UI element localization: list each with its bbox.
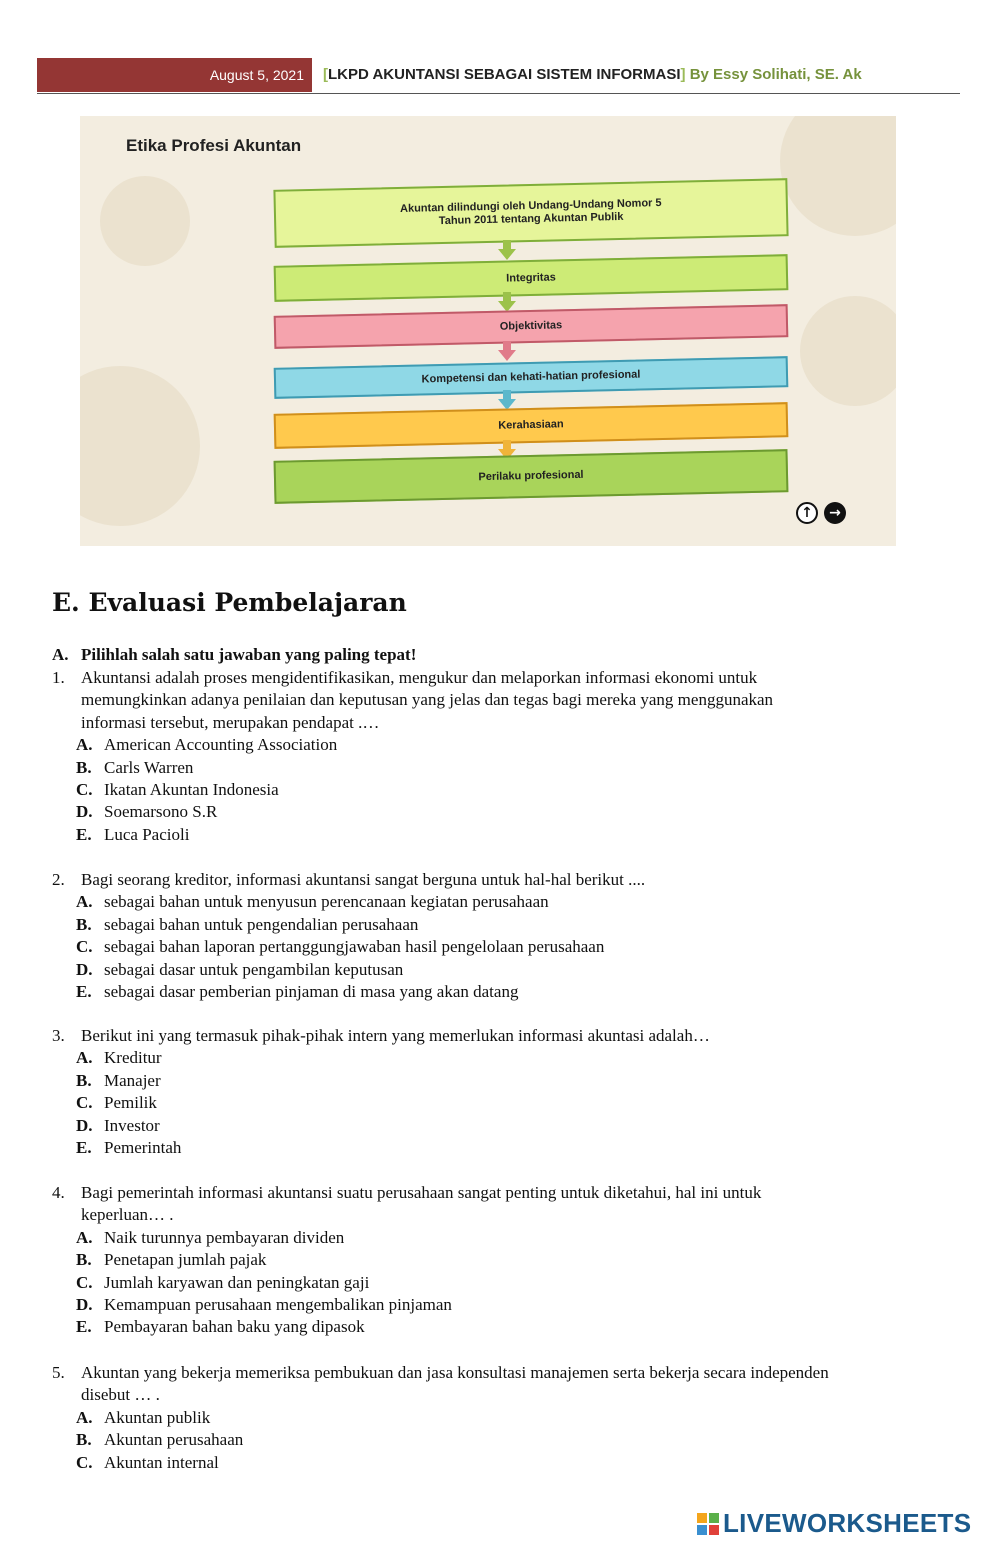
answer-option[interactable]: [76, 891, 952, 913]
answer-option[interactable]: [76, 1452, 952, 1474]
option-text: Kreditur: [104, 1048, 162, 1068]
decor-circle: [780, 116, 896, 236]
option-text: Luca Pacioli: [104, 824, 190, 844]
answer-option[interactable]: [76, 1115, 952, 1137]
option-label: C.: [76, 937, 93, 957]
option-label: B.: [76, 914, 92, 934]
option-text: Pemerintah: [104, 1138, 182, 1158]
instruction-text: Pilihlah salah satu jawaban yang paling tepat!: [81, 645, 417, 664]
question-stem-line: Akuntansi adalah proses mengidentifikasikan, mengukur dan melaporkan informasi ekonomi untuk: [81, 668, 758, 687]
option-text: sebagai dasar pemberian pinjaman di masa yang akan datang: [104, 982, 519, 1002]
answer-option[interactable]: [76, 981, 952, 1003]
question-2: [52, 869, 952, 1003]
down-arrow-icon: [498, 292, 516, 312]
option-text: sebagai bahan untuk menyusun perencanaan kegiatan perusahaan: [104, 892, 549, 912]
option-text: Pembayaran bahan baku yang dipasok: [104, 1317, 365, 1337]
option-text: Akuntan publik: [104, 1407, 211, 1427]
option-text: American Accounting Association: [104, 735, 338, 755]
slide-title: Etika Profesi Akuntan: [126, 136, 302, 155]
answer-option[interactable]: [76, 1429, 952, 1451]
question-1: [52, 667, 952, 846]
logo-text: LIVEWORKSHEETS: [723, 1508, 972, 1538]
up-arrow-icon: ↑: [796, 502, 818, 524]
option-label: D.: [76, 959, 93, 979]
option-text: Akuntan internal: [104, 1452, 219, 1472]
liveworksheets-logo[interactable]: [697, 1508, 971, 1539]
answer-option[interactable]: [76, 824, 952, 846]
answer-option[interactable]: [76, 757, 952, 779]
instruction-label: A.: [52, 645, 69, 664]
question-number: 1.: [52, 668, 65, 687]
option-label: A.: [76, 1048, 93, 1068]
option-text: Pemilik: [104, 1093, 157, 1113]
option-label: C.: [76, 1093, 93, 1113]
slide-bar-kerahasiaan: Kerahasiaan: [274, 402, 789, 449]
slide-bar-perilaku: Perilaku profesional: [274, 449, 789, 504]
option-label: A.: [76, 892, 93, 912]
option-text: Kemampuan perusahaan mengembalikan pinjaman: [104, 1295, 452, 1315]
option-label: A.: [76, 1227, 93, 1247]
decor-circle: [100, 176, 190, 266]
answer-option[interactable]: [76, 1294, 952, 1316]
question-stem-line: Bagi seorang kreditor, informasi akuntansi sangat berguna untuk hal-hal berikut ....: [81, 870, 646, 889]
question-stem-line: Berikut ini yang termasuk pihak-pihak intern yang memerlukan informasi akuntasi adalah…: [81, 1026, 710, 1045]
question-stem-line: keperluan… .: [81, 1205, 174, 1225]
header-author: By Essy Solihati, SE. Ak: [689, 66, 862, 83]
question-number: 2.: [52, 870, 65, 889]
option-label: E.: [76, 1138, 92, 1158]
answer-option[interactable]: [76, 1272, 952, 1294]
header-title: [323, 66, 862, 83]
question-stem-line: Bagi pemerintah informasi akuntansi suatu perusahaan sangat penting untuk diketahui, hal ini untuk: [81, 1183, 762, 1202]
answer-option[interactable]: [76, 959, 952, 981]
down-arrow-icon: [498, 390, 516, 410]
header-bracket-close: ]: [680, 66, 686, 83]
option-label: B.: [76, 1070, 92, 1090]
header-divider: [37, 93, 960, 94]
option-label: A.: [76, 735, 93, 755]
question-stem-line: informasi tersebut, merupakan pendapat .…: [81, 712, 380, 732]
slide-bar-law: [273, 178, 788, 248]
option-text: Penetapan jumlah pajak: [104, 1250, 267, 1270]
slide-bar-law-line1: Akuntan dilindungi oleh Undang-Undang Nomor 5: [399, 197, 662, 215]
option-text: Naik turunnya pembayaran dividen: [104, 1227, 345, 1247]
option-text: Jumlah karyawan dan peningkatan gaji: [104, 1272, 370, 1292]
down-arrow-icon: [498, 240, 516, 260]
header-date: August 5, 2021: [37, 58, 312, 92]
answer-option[interactable]: [76, 1407, 952, 1429]
option-text: sebagai bahan untuk pengendalian perusahaan: [104, 914, 419, 934]
option-text: Soemarsono S.R: [104, 802, 218, 822]
ethics-slide-image: [80, 116, 896, 546]
answer-option[interactable]: [76, 1092, 952, 1114]
option-text: sebagai dasar untuk pengambilan keputusan: [104, 959, 404, 979]
question-4: [52, 1182, 952, 1339]
answer-option[interactable]: [76, 1070, 952, 1092]
answer-option[interactable]: [76, 1047, 952, 1069]
decor-circle: [800, 296, 896, 406]
question-number: 5.: [52, 1363, 65, 1382]
option-text: sebagai bahan laporan pertanggungjawaban hasil pengelolaan perusahaan: [104, 937, 605, 957]
option-text: Akuntan perusahaan: [104, 1430, 244, 1450]
question-3: [52, 1025, 952, 1159]
option-label: C.: [76, 780, 93, 800]
slide-bar-law-line2: Tahun 2011 tentang Akuntan Publik: [438, 210, 624, 228]
logo-cubes-icon: [697, 1513, 719, 1535]
slide-bar-integritas: Integritas: [274, 254, 789, 302]
answer-option[interactable]: [76, 1249, 952, 1271]
decor-circle: [80, 366, 200, 526]
question-number: 3.: [52, 1026, 65, 1045]
answer-option[interactable]: [76, 1137, 952, 1159]
instruction: [52, 645, 416, 665]
option-label: D.: [76, 1295, 93, 1315]
slide-bar-objektivitas: Objektivitas: [274, 304, 789, 349]
right-arrow-icon: →: [824, 502, 846, 524]
option-label: A.: [76, 1407, 93, 1427]
option-label: C.: [76, 1272, 93, 1292]
option-label: B.: [76, 1430, 92, 1450]
slide-bar-kompetensi: Kompetensi dan kehati-hatian profesional: [274, 356, 789, 399]
answer-option[interactable]: [76, 1316, 952, 1338]
section-title: E. Evaluasi Pembelajaran: [52, 588, 407, 617]
question-5: [52, 1362, 952, 1474]
option-label: C.: [76, 1452, 93, 1472]
question-stem-line: disebut … .: [81, 1385, 160, 1405]
option-label: B.: [76, 757, 92, 777]
option-text: Carls Warren: [104, 757, 194, 777]
header-document-title: LKPD AKUNTANSI SEBAGAI SISTEM INFORMASI: [328, 66, 681, 83]
option-label: D.: [76, 802, 93, 822]
answer-option[interactable]: [76, 1227, 952, 1249]
option-label: E.: [76, 982, 92, 1002]
answer-option[interactable]: [76, 801, 952, 823]
option-text: Manajer: [104, 1070, 161, 1090]
question-stem-line: memungkinkan adanya penilaian dan keputusan yang jelas dan tegas bagi mereka yang menggunakan: [81, 690, 774, 710]
option-text: Ikatan Akuntan Indonesia: [104, 780, 279, 800]
option-label: B.: [76, 1250, 92, 1270]
option-text: Investor: [104, 1115, 160, 1135]
question-number: 4.: [52, 1183, 65, 1202]
question-stem-line: Akuntan yang bekerja memeriksa pembukuan dan jasa konsultasi manajemen serta bekerja secara independen: [81, 1363, 829, 1382]
answer-option[interactable]: [76, 779, 952, 801]
header-bracket-open: [: [323, 66, 328, 83]
answer-option[interactable]: [76, 914, 952, 936]
option-label: D.: [76, 1115, 93, 1135]
option-label: E.: [76, 824, 92, 844]
answer-option[interactable]: [76, 936, 952, 958]
option-label: E.: [76, 1317, 92, 1337]
answer-option[interactable]: [76, 734, 952, 756]
down-arrow-icon: [498, 341, 516, 361]
